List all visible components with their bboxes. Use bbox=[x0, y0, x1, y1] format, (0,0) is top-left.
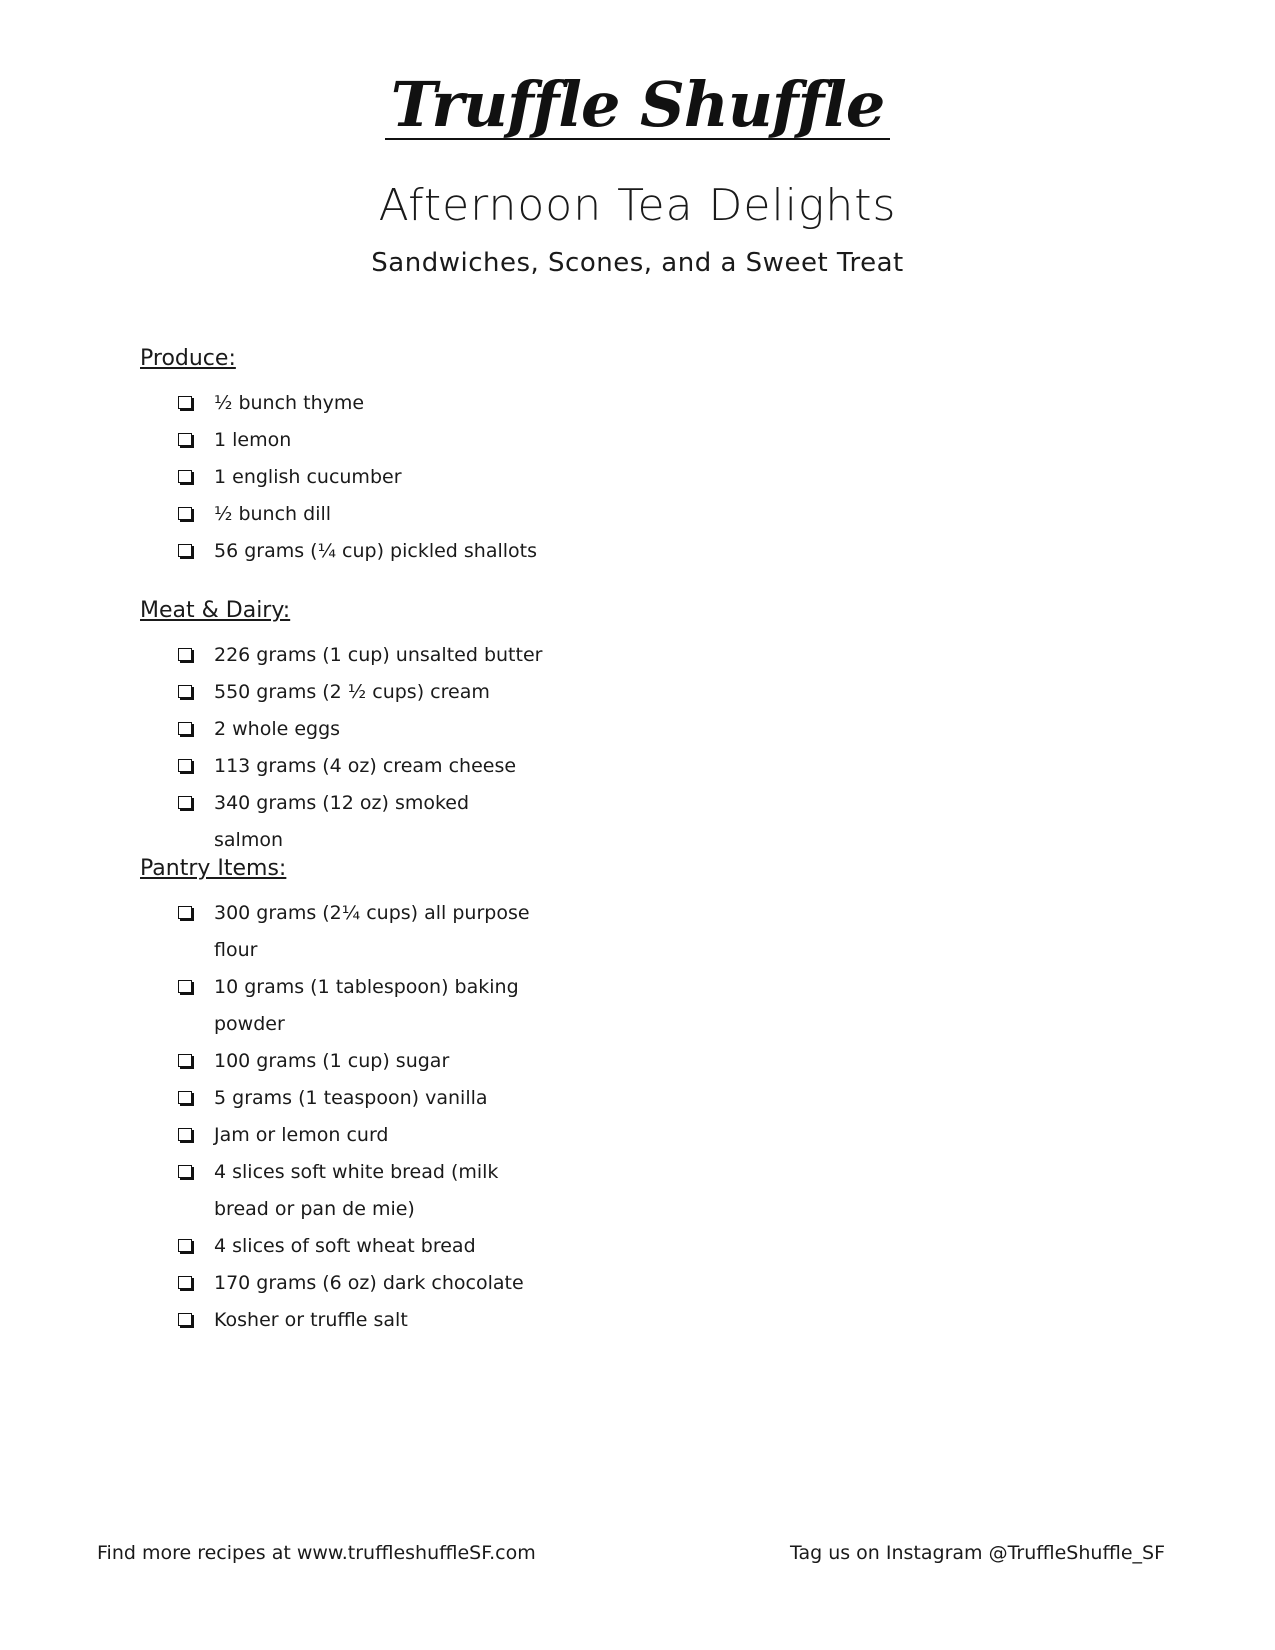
list-item[interactable] bbox=[178, 1043, 544, 1080]
list-item[interactable] bbox=[178, 1228, 544, 1265]
item-label: 5 grams (1 teaspoon) vanilla bbox=[214, 1087, 488, 1109]
checkbox-icon[interactable] bbox=[178, 1276, 192, 1289]
item-label: 226 grams (1 cup) unsalted butter bbox=[214, 644, 543, 666]
checkbox-icon[interactable] bbox=[178, 722, 192, 735]
section-heading-meat-dairy: Meat & Dairy: bbox=[140, 598, 291, 623]
item-label: 4 slices of soft wheat bread bbox=[214, 1235, 476, 1257]
item-label: 1 english cucumber bbox=[214, 466, 402, 488]
item-label: ½ bunch thyme bbox=[214, 392, 365, 414]
list-item[interactable] bbox=[178, 895, 544, 969]
checkbox-icon[interactable] bbox=[178, 544, 192, 557]
item-label: Jam or lemon curd bbox=[214, 1124, 389, 1146]
item-label: 550 grams (2 ½ cups) cream bbox=[214, 681, 490, 703]
item-label: 300 grams (2¼ cups) all purpose flour bbox=[214, 902, 530, 961]
item-label: ½ bunch dill bbox=[214, 503, 332, 525]
list-item[interactable] bbox=[178, 969, 544, 1043]
list-item[interactable] bbox=[178, 533, 544, 570]
checkbox-icon[interactable] bbox=[178, 507, 192, 520]
checkbox-icon[interactable] bbox=[178, 1239, 192, 1252]
item-label: 2 whole eggs bbox=[214, 718, 341, 740]
brand-logo bbox=[0, 68, 1275, 141]
checkbox-icon[interactable] bbox=[178, 648, 192, 661]
item-label: 1 lemon bbox=[214, 429, 292, 451]
page-subtitle: Sandwiches, Scones, and a Sweet Treat bbox=[371, 248, 904, 278]
list-item[interactable] bbox=[178, 785, 544, 859]
footer-website[interactable]: Find more recipes at www.truffleshuffleSF.com bbox=[97, 1542, 536, 1564]
checkbox-icon[interactable] bbox=[178, 906, 192, 919]
checkbox-icon[interactable] bbox=[178, 980, 192, 993]
produce-list bbox=[178, 385, 544, 570]
list-item[interactable] bbox=[178, 1080, 544, 1117]
checkbox-icon[interactable] bbox=[178, 1054, 192, 1067]
list-item[interactable] bbox=[178, 1265, 544, 1302]
list-item[interactable] bbox=[178, 1302, 544, 1339]
checkbox-icon[interactable] bbox=[178, 396, 192, 409]
item-label: 10 grams (1 tablespoon) baking powder bbox=[214, 976, 519, 1035]
checkbox-icon[interactable] bbox=[178, 796, 192, 809]
brand-name: Truffle Shuffle bbox=[385, 74, 891, 140]
item-label: Kosher or truffle salt bbox=[214, 1309, 408, 1331]
item-label: 100 grams (1 cup) sugar bbox=[214, 1050, 450, 1072]
checkbox-icon[interactable] bbox=[178, 470, 192, 483]
footer-instagram[interactable]: Tag us on Instagram @TruffleShuffle_SF bbox=[789, 1542, 1165, 1564]
section-heading-pantry: Pantry Items: bbox=[140, 856, 287, 881]
page-title: Afternoon Tea Delights bbox=[378, 180, 897, 231]
checkbox-icon[interactable] bbox=[178, 685, 192, 698]
list-item[interactable] bbox=[178, 711, 544, 748]
item-label: 113 grams (4 oz) cream cheese bbox=[214, 755, 517, 777]
checkbox-icon[interactable] bbox=[178, 1165, 192, 1178]
checkbox-icon[interactable] bbox=[178, 1091, 192, 1104]
list-item[interactable] bbox=[178, 459, 544, 496]
item-label: 170 grams (6 oz) dark chocolate bbox=[214, 1272, 524, 1294]
checkbox-icon[interactable] bbox=[178, 1128, 192, 1141]
checkbox-icon[interactable] bbox=[178, 759, 192, 772]
item-label: 56 grams (¼ cup) pickled shallots bbox=[214, 540, 538, 562]
list-item[interactable] bbox=[178, 422, 544, 459]
section-heading-produce: Produce: bbox=[140, 346, 236, 371]
item-label: 4 slices soft white bread (milk bread or pan de mie) bbox=[214, 1161, 499, 1220]
list-item[interactable] bbox=[178, 385, 544, 422]
list-item[interactable] bbox=[178, 496, 544, 533]
list-item[interactable] bbox=[178, 674, 544, 711]
list-item[interactable] bbox=[178, 1117, 544, 1154]
list-item[interactable] bbox=[178, 637, 544, 674]
checkbox-icon[interactable] bbox=[178, 1313, 192, 1326]
item-label: 340 grams (12 oz) smoked salmon bbox=[214, 792, 470, 851]
list-item[interactable] bbox=[178, 1154, 544, 1228]
checkbox-icon[interactable] bbox=[178, 433, 192, 446]
pantry-list bbox=[178, 895, 544, 1339]
list-item[interactable] bbox=[178, 748, 544, 785]
meat-dairy-list bbox=[178, 637, 544, 859]
